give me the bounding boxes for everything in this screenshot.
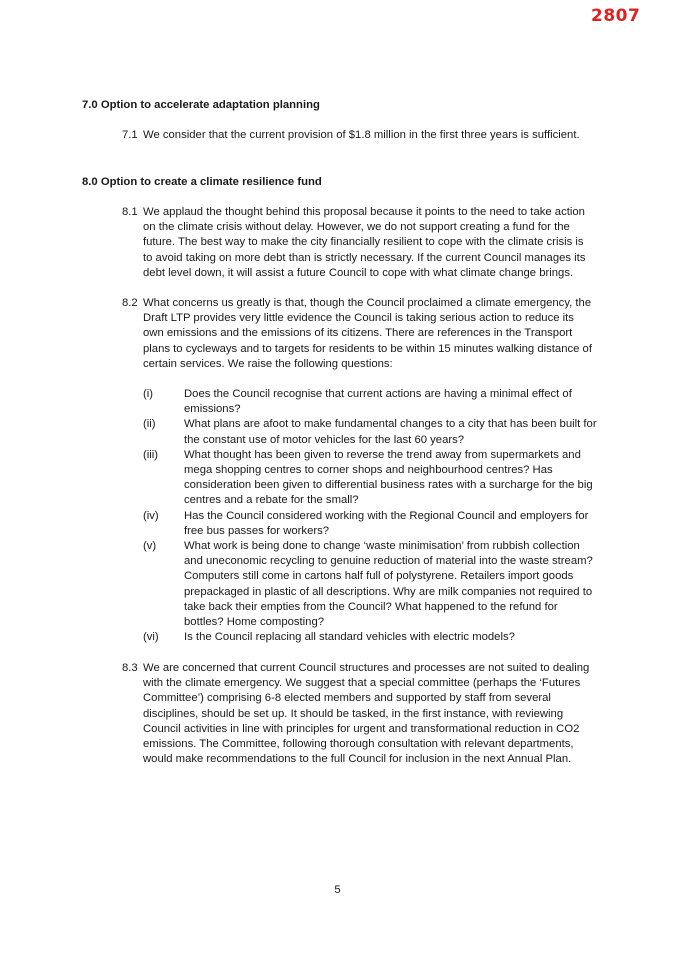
question-item [143,387,597,417]
questions-list [143,387,597,645]
question-number: (iii) [143,448,159,461]
question-number: (i) [143,388,154,400]
page-number: 5 [334,884,341,896]
paragraph-number: 8.1 [122,206,138,218]
paragraph-text: What concerns us greatly is that, though the Council proclaimed a climate emergency, the Draft LTP provides very little evidence the Council is taking serious action to reduce its own emissions and the emissions of its citizens. There are references in the Transport plans to cycleways and to targets for residents to be within 15 minutes walking distance of certain services. We raise the following questions: [143,297,592,370]
question-text: Does the Council recognise that current actions are having a minimal effect of emissions? [184,388,572,416]
question-number: (v) [143,540,157,553]
paragraph-8-1 [122,205,594,281]
paragraph-8-3 [122,661,594,767]
question-text: Has the Council considered working with the Regional Council and employers for free bus passes for workers? [184,509,589,537]
paragraph-8-2 [122,296,594,372]
question-item [143,448,597,509]
question-number: (ii) [143,418,156,431]
question-item [143,630,597,645]
question-item [143,539,597,630]
question-text: What plans are afoot to make fundamental changes to a city that has been built for the constant use of motor vehicles for the last 60 years? [184,418,597,446]
paragraph-text: We applaud the thought behind this proposal because it points to the need to take action on the climate crisis without delay. However, we do not support creating a fund for the future. The best way to make the city financially resilient to cope with the climate crisis is to avoid taking on more debt than is strictly necessary. If the current Council manages its debt level down, it will assist a future Council to cope with what climate change brings. [143,206,586,279]
question-text: What thought has been given to reverse the trend away from supermarkets and mega shopping centres to corner shops and neighbourhood centres? Has consideration been given to differential business rates with a surcharge for the big centres and a rebate for the small? [184,448,593,507]
question-number: (vi) [143,631,159,644]
question-item [143,417,597,447]
paragraph-number: 7.1 [122,129,138,141]
question-item [143,509,597,539]
paragraph-number: 8.2 [122,297,138,309]
question-text: Is the Council replacing all standard vehicles with electric models? [184,631,515,644]
paragraph-text: We are concerned that current Council structures and processes are not suited to dealing with the climate emergency. We suggest that a special committee (perhaps the ‘Futures Committee’) comprising 6-8 elected members and supported by staff from several disciplines, should be set up. It should be tasked, in the first instance, with reviewing Council activities in line with principles for urgent and transformational reduction in CO2 emissions. The Committee, following thorough consultation with relevant departments, would make recommendations to the full Council for inclusion in the next Annual Plan. [143,662,590,766]
question-number: (iv) [143,509,159,522]
paragraph-number: 8.3 [122,662,138,674]
question-text: What work is being done to change ‘waste minimisation’ from rubbish collection and uneconomic recycling to genuine reduction of material into the waste stream? Computers still come in cartons half full of polystyrene. Retailers import goods prepackaged in plastic of all descriptions. Why are milk companies not required to take back their empties from the Council? What happened to the refund for bottles? Home composting? [184,540,593,629]
document-stamp-number: 2807 [591,6,641,26]
section-8-heading: 8.0 Option to create a climate resilience fund [82,176,322,188]
paragraph-text: We consider that the current provision of $1.8 million in the first three years is sufficient. [143,129,580,141]
paragraph-7-1 [122,128,594,143]
section-7-heading: 7.0 Option to accelerate adaptation planning [82,99,320,111]
